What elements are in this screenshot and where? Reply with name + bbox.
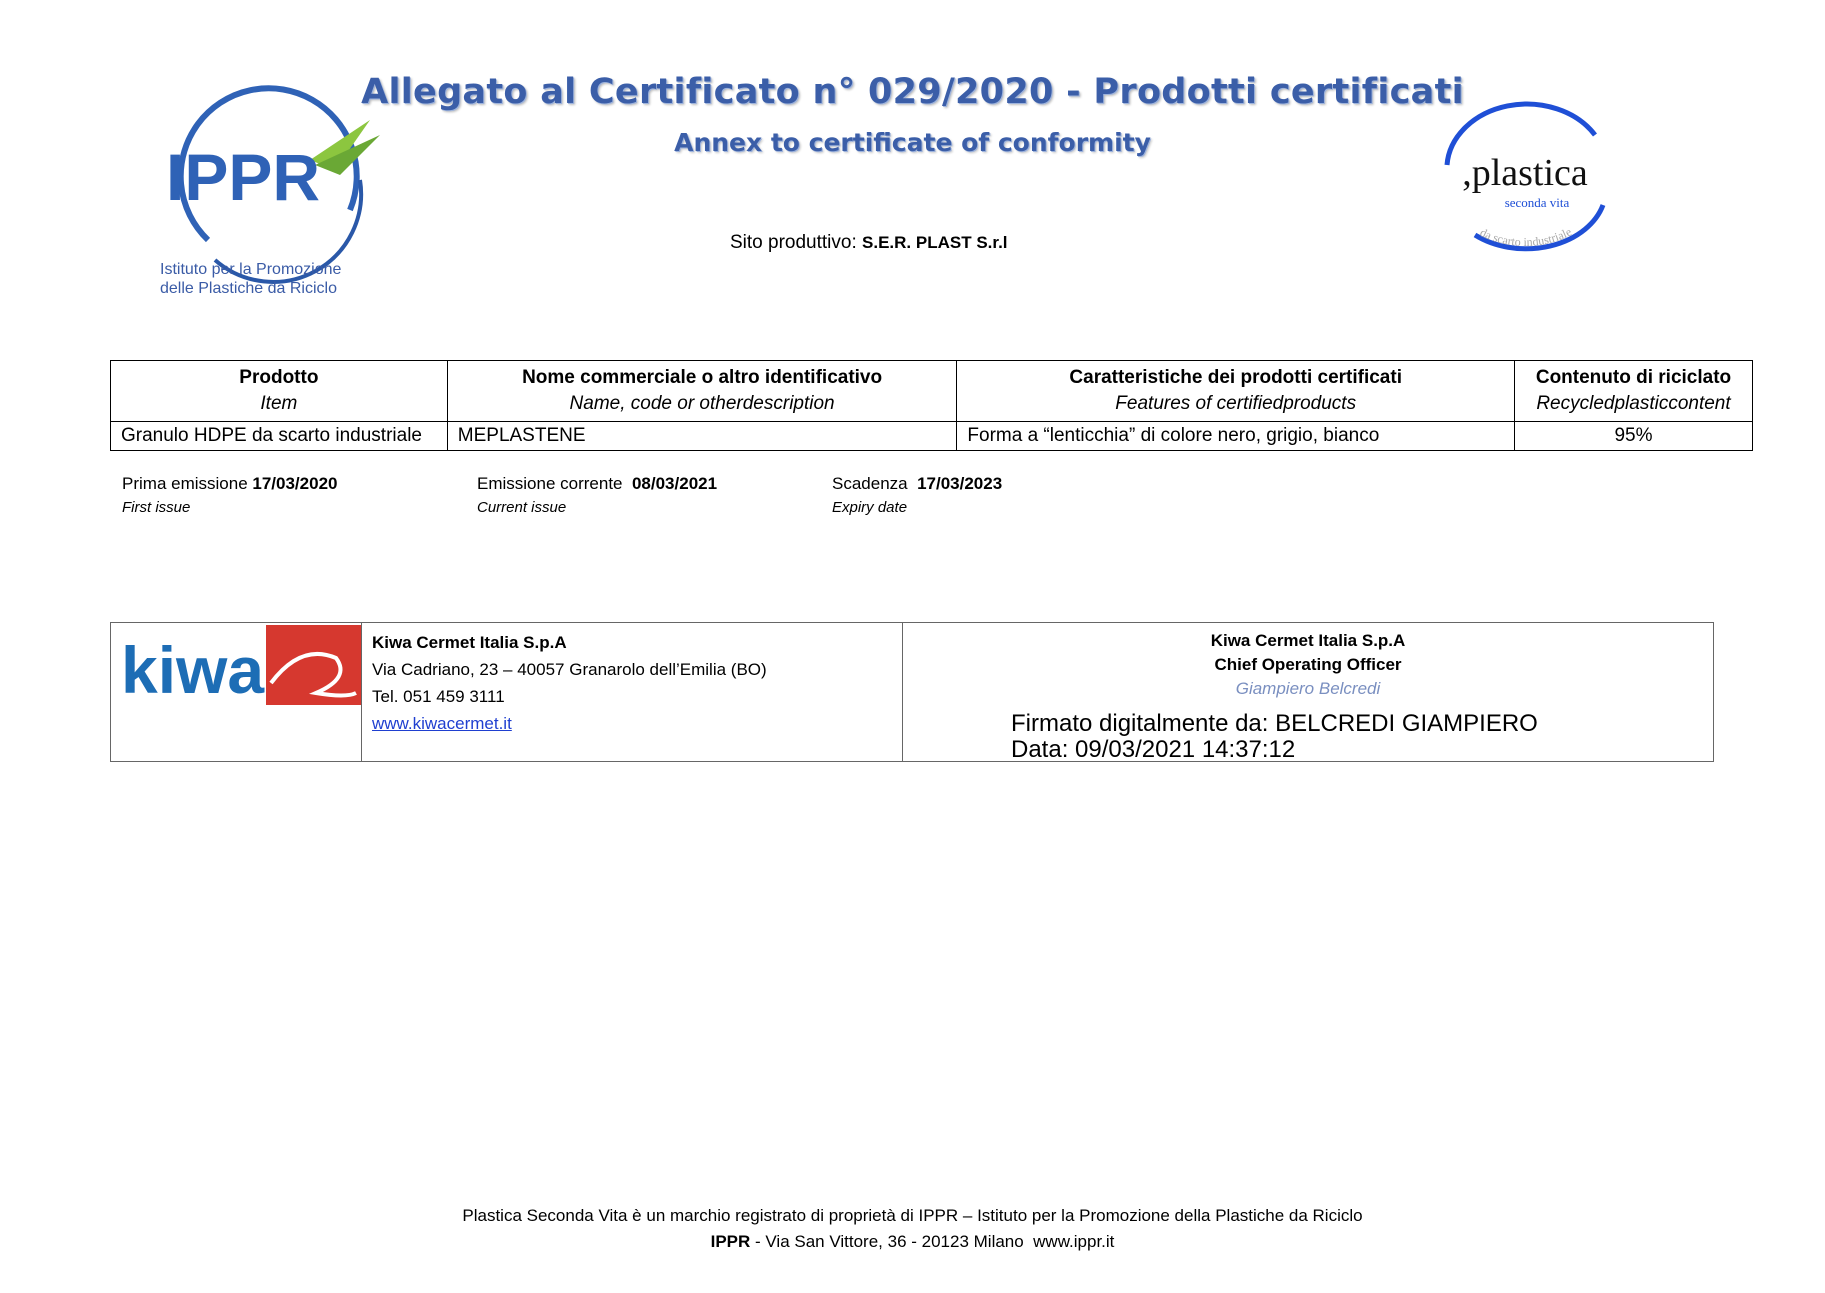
kiwa-logo [111, 623, 361, 713]
kiwa-signature-cell [903, 623, 1714, 762]
plastica-seconda-vita-logo [1425, 95, 1625, 265]
expiry-date: Scadenza 17/03/2023 Expiry date [832, 474, 1003, 516]
ippr-wordmark: IPPR [166, 140, 321, 214]
footer [0, 1203, 1825, 1255]
kiwa-wordmark: kiwa [121, 633, 265, 707]
document-subtitle: Annex to certificate of conformity [674, 128, 1151, 157]
plastica-tagline: seconda vita [1504, 195, 1570, 210]
cell-item: Granulo HDPE da scarto industriale [111, 422, 448, 451]
digital-signature[interactable] [1011, 711, 1538, 763]
site-value: S.E.R. PLAST S.r.l [862, 233, 1008, 252]
plastica-arc-text: da scarto industriale [1477, 224, 1574, 249]
ippr-caption-line2: delle Plastiche da Riciclo [160, 280, 337, 297]
digital-signature-line1: Firmato digitalmente da: BELCREDI GIAMPIERO [1011, 710, 1538, 737]
cell-features: Forma a “lenticchia” di colore nero, grigio, bianco [957, 422, 1515, 451]
kiwa-issuer-box [110, 622, 1714, 762]
cell-recycled-content: 95% [1515, 422, 1753, 451]
digital-signature-line2: Data: 09/03/2021 14:37:12 [1011, 736, 1296, 763]
kiwa-tel: Tel. 051 459 3111 [372, 687, 505, 706]
footer-line1: Plastica Seconda Vita è un marchio registrato di proprietà di IPPR – Istituto per la Promozione della Plastiche da Riciclo [462, 1206, 1363, 1225]
cell-name: MEPLASTENE [447, 422, 957, 451]
ippr-caption [160, 260, 380, 298]
first-issue-date: Prima emissione 17/03/2020 First issue [122, 474, 338, 516]
site-label: Sito produttivo: [730, 232, 857, 253]
plastica-wordmark: ,plastica [1462, 152, 1588, 194]
production-site [730, 232, 1008, 254]
header-features: Caratteristiche dei prodotti certificati Features of certifiedproducts [957, 361, 1515, 422]
sign-company: Kiwa Cermet Italia S.p.A [1210, 631, 1406, 650]
table-row [111, 422, 1753, 451]
kiwa-logo-cell [111, 623, 362, 762]
ippr-caption-line1: Istituto per la Promozione [160, 261, 342, 278]
footer-line2: IPPR - Via San Vittore, 36 - 20123 Milano www.ippr.it [710, 1232, 1115, 1251]
header-item: Prodotto Item [111, 361, 448, 422]
kiwa-address-cell [362, 623, 903, 762]
document-title: Allegato al Certificato n° 029/2020 - Prodotti certificati [361, 72, 1464, 112]
signer-name: Giampiero Belcredi [1235, 679, 1381, 698]
certified-products-table [110, 360, 1753, 451]
kiwa-company: Kiwa Cermet Italia S.p.A [372, 633, 567, 652]
header-name: Nome commerciale o altro identificativo Name, code or otherdescription [447, 361, 957, 422]
header-recycled-content: Contenuto di riciclato Recycledplasticcontent [1515, 361, 1753, 422]
sign-role: Chief Operating Officer [1214, 655, 1402, 674]
kiwa-address: Via Cadriano, 23 – 40057 Granarolo dell’Emilia (BO) [372, 660, 767, 679]
kiwa-website-link[interactable]: www.kiwacermet.it [372, 714, 512, 733]
current-issue-date: Emissione corrente 08/03/2021 Current issue [477, 474, 718, 516]
table-header-row [111, 361, 1753, 422]
